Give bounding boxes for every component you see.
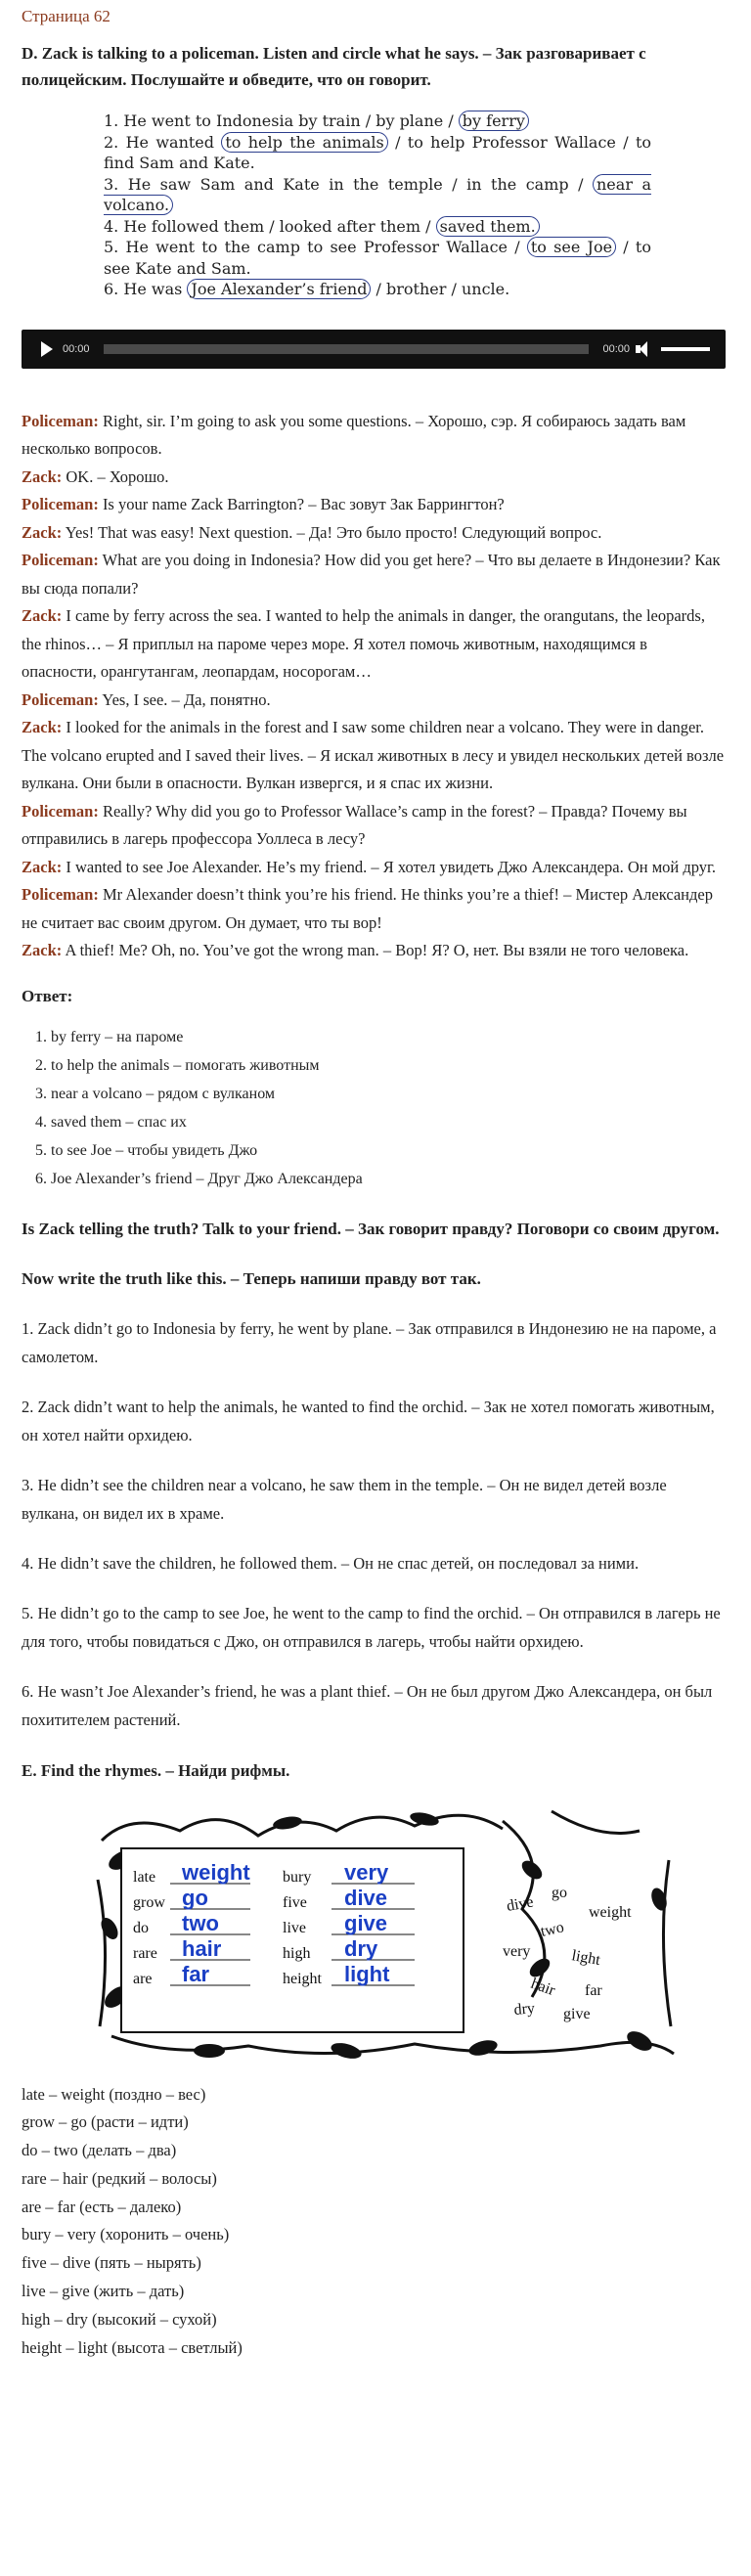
dialogue-line [22, 519, 726, 548]
scattered-word: dive [505, 1892, 535, 1915]
scattered-word: dry [512, 1999, 536, 2019]
rhyme-answer: go [182, 1885, 208, 1910]
item-number: 6. [104, 280, 119, 298]
scattered-word: hair [528, 1975, 557, 1999]
circle-exercise [104, 111, 651, 300]
truth-item: 2. Zack didn’t want to help the animals, he wanted to find the orchid. – Зак не хотел помогать животным, он хотел найти орхидею. [22, 1397, 715, 1444]
rhyme-answer: far [182, 1961, 210, 1986]
item-text: He saw Sam and Kate in the temple / in the camp / [127, 174, 593, 194]
item-text: / to see Kate and Sam. [104, 238, 651, 278]
line-text: I came by ferry across the sea. I wanted to help the animals in danger, the orangutans, the leopards, the rhinos… – Я приплыл на пароме через море. Я хотел помочь животным, находящимся в опасности, орангутангам, леопардам, носорогам… [22, 606, 705, 681]
item-text: He was [123, 280, 188, 298]
circled-answer: to help the animals [221, 132, 387, 153]
line-text: What are you doing in Indonesia? How did you get here? – Что вы делаете в Индонезии? Как вы сюда попали? [22, 551, 721, 598]
answer-item: 2. to help the animals – помогать животным [51, 1051, 726, 1080]
dialogue-line [22, 798, 726, 854]
item-number: 2. [104, 132, 119, 152]
line-text: Right, sir. I’m going to ask you some questions. – Хорошо, сэр. Я собираюсь задать вам несколько вопросов. [22, 411, 686, 458]
rhyme-line: rare – hair (редкий – волосы) [22, 2168, 217, 2188]
rhyme-line: do – two (делать – два) [22, 2141, 177, 2160]
exercise-item-4 [104, 216, 651, 238]
answer-item: 1. by ferry – на пароме [51, 1023, 726, 1051]
rhyme-line: height – light (высота – светлый) [22, 2337, 243, 2357]
item-text: He followed them / looked after them / [123, 216, 436, 236]
rhyme-line: bury – very (хоронить – очень) [22, 2225, 230, 2244]
dialogue-line [22, 602, 726, 687]
rhyme-word: do [133, 1919, 149, 1936]
speaker: Policeman: [22, 885, 99, 904]
item-text: He went to the camp to see Professor Wallace / [125, 238, 527, 256]
audio-player [22, 330, 726, 369]
speaker: Policeman: [22, 495, 99, 513]
scattered-words [503, 1885, 632, 2022]
speaker: Zack: [22, 466, 63, 486]
rhyme-answer: weight [182, 1859, 250, 1885]
scattered-word: give [563, 2005, 591, 2022]
rhyme-word: live [283, 1919, 306, 1936]
rhyme-line: late – weight (поздно – вес) [22, 2084, 206, 2104]
speaker: Zack: [22, 522, 63, 542]
item-text: / to help Professor Wallace / to find Sam and Kate. [104, 132, 652, 172]
exercise-item-3 [104, 174, 651, 216]
answer-item: 5. to see Joe – чтобы увидеть Джо [51, 1136, 726, 1165]
truth-heading: Now write the truth like this. – Теперь напиши правду вот так. [22, 1268, 481, 1288]
rhyme-word: height [283, 1970, 322, 1987]
speaker: Policeman: [22, 689, 99, 709]
dialogue-line [22, 881, 726, 937]
section-e-heading: E. Find the rhymes. – Найди рифмы. [22, 1760, 290, 1780]
scattered-word: light [570, 1946, 602, 1969]
circled-answer: by ferry [459, 111, 529, 131]
speaker: Policeman: [22, 801, 99, 821]
section-d-heading: D. Zack is talking to a policeman. Listen and circle what he says. – Зак разговаривает с полицейским. Послушайте и обведите, что он говорит. [22, 44, 646, 89]
line-text: Yes, I see. – Да, понятно. [102, 689, 271, 709]
line-text: A thief! Me? Oh, no. You’ve got the wrong man. – Вор! Я? О, нет. Вы взяли не того человека. [65, 941, 689, 959]
answer-item: 6. Joe Alexander’s friend – Друг Джо Александера [51, 1165, 726, 1193]
rhymes-list [22, 2081, 726, 2363]
exercise-item-6 [104, 279, 651, 300]
item-number: 1. [104, 111, 119, 130]
rhyme-word: five [283, 1893, 307, 1911]
line-text: Is your name Zack Barrington? – Вас зовут Зак Баррингтон? [102, 495, 505, 513]
speaker: Policeman: [22, 551, 99, 569]
dialogue-line [22, 937, 726, 965]
rhyme-word: high [283, 1944, 311, 1962]
circled-answer: saved them. [436, 216, 540, 237]
page-title: Страница 62 [22, 7, 110, 25]
item-text: He went to Indonesia by train / by plane / [123, 111, 459, 130]
scattered-word: far [585, 1981, 602, 1999]
rhyme-word: bury [283, 1868, 312, 1886]
dialogue-line [22, 854, 726, 882]
truth-item: 5. He didn’t go to the camp to see Joe, he went to the camp to find the orchid. – Он отправился в лагерь не для того, чтобы повидаться с Джо, он отправился в лагерь, чтобы найти орхидею. [22, 1603, 721, 1651]
rhyme-word: rare [133, 1944, 157, 1962]
truth-list [22, 1314, 726, 1734]
truth-item: 6. He wasn’t Joe Alexander’s friend, he was a plant thief. – Он не был другом Джо Александера, он был похитителем растений. [22, 1681, 713, 1729]
dialogue-line [22, 547, 726, 602]
line-text: Mr Alexander doesn’t think you’re his friend. He thinks you’re a thief! – Мистер Александер не считает вас своим другом. Он думает, что ты вор! [22, 885, 713, 932]
speaker: Zack: [22, 718, 63, 736]
rhyme-illustration [92, 1801, 679, 2064]
item-number: 4. [104, 216, 119, 236]
volume-icon[interactable] [636, 341, 653, 357]
rhyme-word: grow [133, 1893, 165, 1911]
answer-label: Ответ: [22, 986, 73, 1005]
duration: 00:00 [602, 342, 630, 355]
rhyme-svg [92, 1801, 679, 2064]
answers-list [22, 1023, 726, 1193]
dialogue [22, 408, 726, 965]
truth-item: 1. Zack didn’t go to Indonesia by ferry, he went by plane. – Зак отправился в Индонезию не на пароме, а самолетом. [22, 1318, 717, 1366]
line-text: OK. – Хорошо. [66, 466, 169, 486]
rhyme-line: grow – go (расти – идти) [22, 2112, 189, 2132]
rhyme-line: five – dive (пять – нырять) [22, 2253, 201, 2273]
speaker: Zack: [22, 941, 63, 959]
rhyme-answer: very [344, 1859, 389, 1885]
speaker: Policeman: [22, 411, 99, 430]
progress-bar[interactable] [104, 344, 590, 354]
exercise-item-1 [104, 111, 651, 132]
scattered-word: very [503, 1942, 531, 1960]
circled-answer: Joe Alexander’s friend [187, 279, 371, 299]
dialogue-line [22, 491, 726, 519]
dialogue-line [22, 714, 726, 798]
line-text: I looked for the animals in the forest and I saw some children near a volcano. They were in danger. The volcano erupted and I saved their lives. – Я искал животных в лесу и увидел нескольких детей возле вулкана. Они были в опасности. Вулкан извергся, и я спас их жизни. [22, 718, 725, 792]
item-text: He wanted [125, 132, 222, 152]
rhyme-answer: two [182, 1910, 219, 1935]
exercise-item-5 [104, 237, 651, 279]
circled-answer: near a volcano. [104, 174, 651, 214]
dialogue-line [22, 464, 726, 492]
truth-question: Is Zack telling the truth? Talk to your friend. – Зак говорит правду? Поговори со своим другом. [22, 1219, 720, 1238]
rhyme-word: are [133, 1970, 153, 1987]
item-number: 3. [104, 174, 119, 194]
answer-item: 3. near a volcano – рядом с вулканом [51, 1080, 726, 1108]
dialogue-line [22, 408, 726, 464]
circled-answer: to see Joe [527, 237, 616, 257]
truth-item: 4. He didn’t save the children, he followed them. – Он не спас детей, он последовал за ними. [22, 1553, 640, 1573]
scattered-word: go [552, 1884, 567, 1901]
volume-slider[interactable] [661, 347, 710, 351]
scattered-word: weight [589, 1903, 632, 1921]
play-icon[interactable] [41, 341, 53, 357]
answer-item: 4. saved them – спас их [51, 1108, 726, 1136]
rhyme-line: high – dry (высокий – сухой) [22, 2309, 217, 2329]
rhyme-word: late [133, 1868, 156, 1886]
item-text: / brother / uncle. [371, 280, 510, 298]
speaker: Zack: [22, 606, 63, 625]
exercise-item-2 [104, 132, 651, 174]
scattered-word: two [539, 1918, 566, 1940]
line-text: I wanted to see Joe Alexander. He’s my friend. – Я хотел увидеть Джо Александера. Он мой друг. [66, 857, 717, 876]
speaker: Zack: [22, 857, 63, 876]
rhyme-answer: hair [182, 1935, 222, 1961]
dialogue-line [22, 687, 726, 715]
line-text: Yes! That was easy! Next question. – Да! Это было просто! Следующий вопрос. [65, 522, 602, 542]
rhyme-answer: light [344, 1961, 390, 1986]
rhyme-answer: dry [344, 1935, 378, 1961]
line-text: Really? Why did you go to Professor Wallace’s camp in the forest? – Правда? Почему вы отправились в лагерь профессора Уоллеса в лесу? [22, 801, 687, 848]
truth-item: 3. He didn’t see the children near a volcano, he saw them in the temple. – Он не видел детей возле вулкана, он видел их в храме. [22, 1475, 667, 1523]
rhyme-line: live – give (жить – дать) [22, 2282, 185, 2301]
rhyme-answer: dive [344, 1885, 388, 1910]
current-time: 00:00 [63, 342, 90, 355]
rhyme-answer: give [344, 1910, 388, 1935]
rhyme-line: are – far (есть – далеко) [22, 2197, 182, 2216]
item-number: 5. [104, 238, 119, 256]
